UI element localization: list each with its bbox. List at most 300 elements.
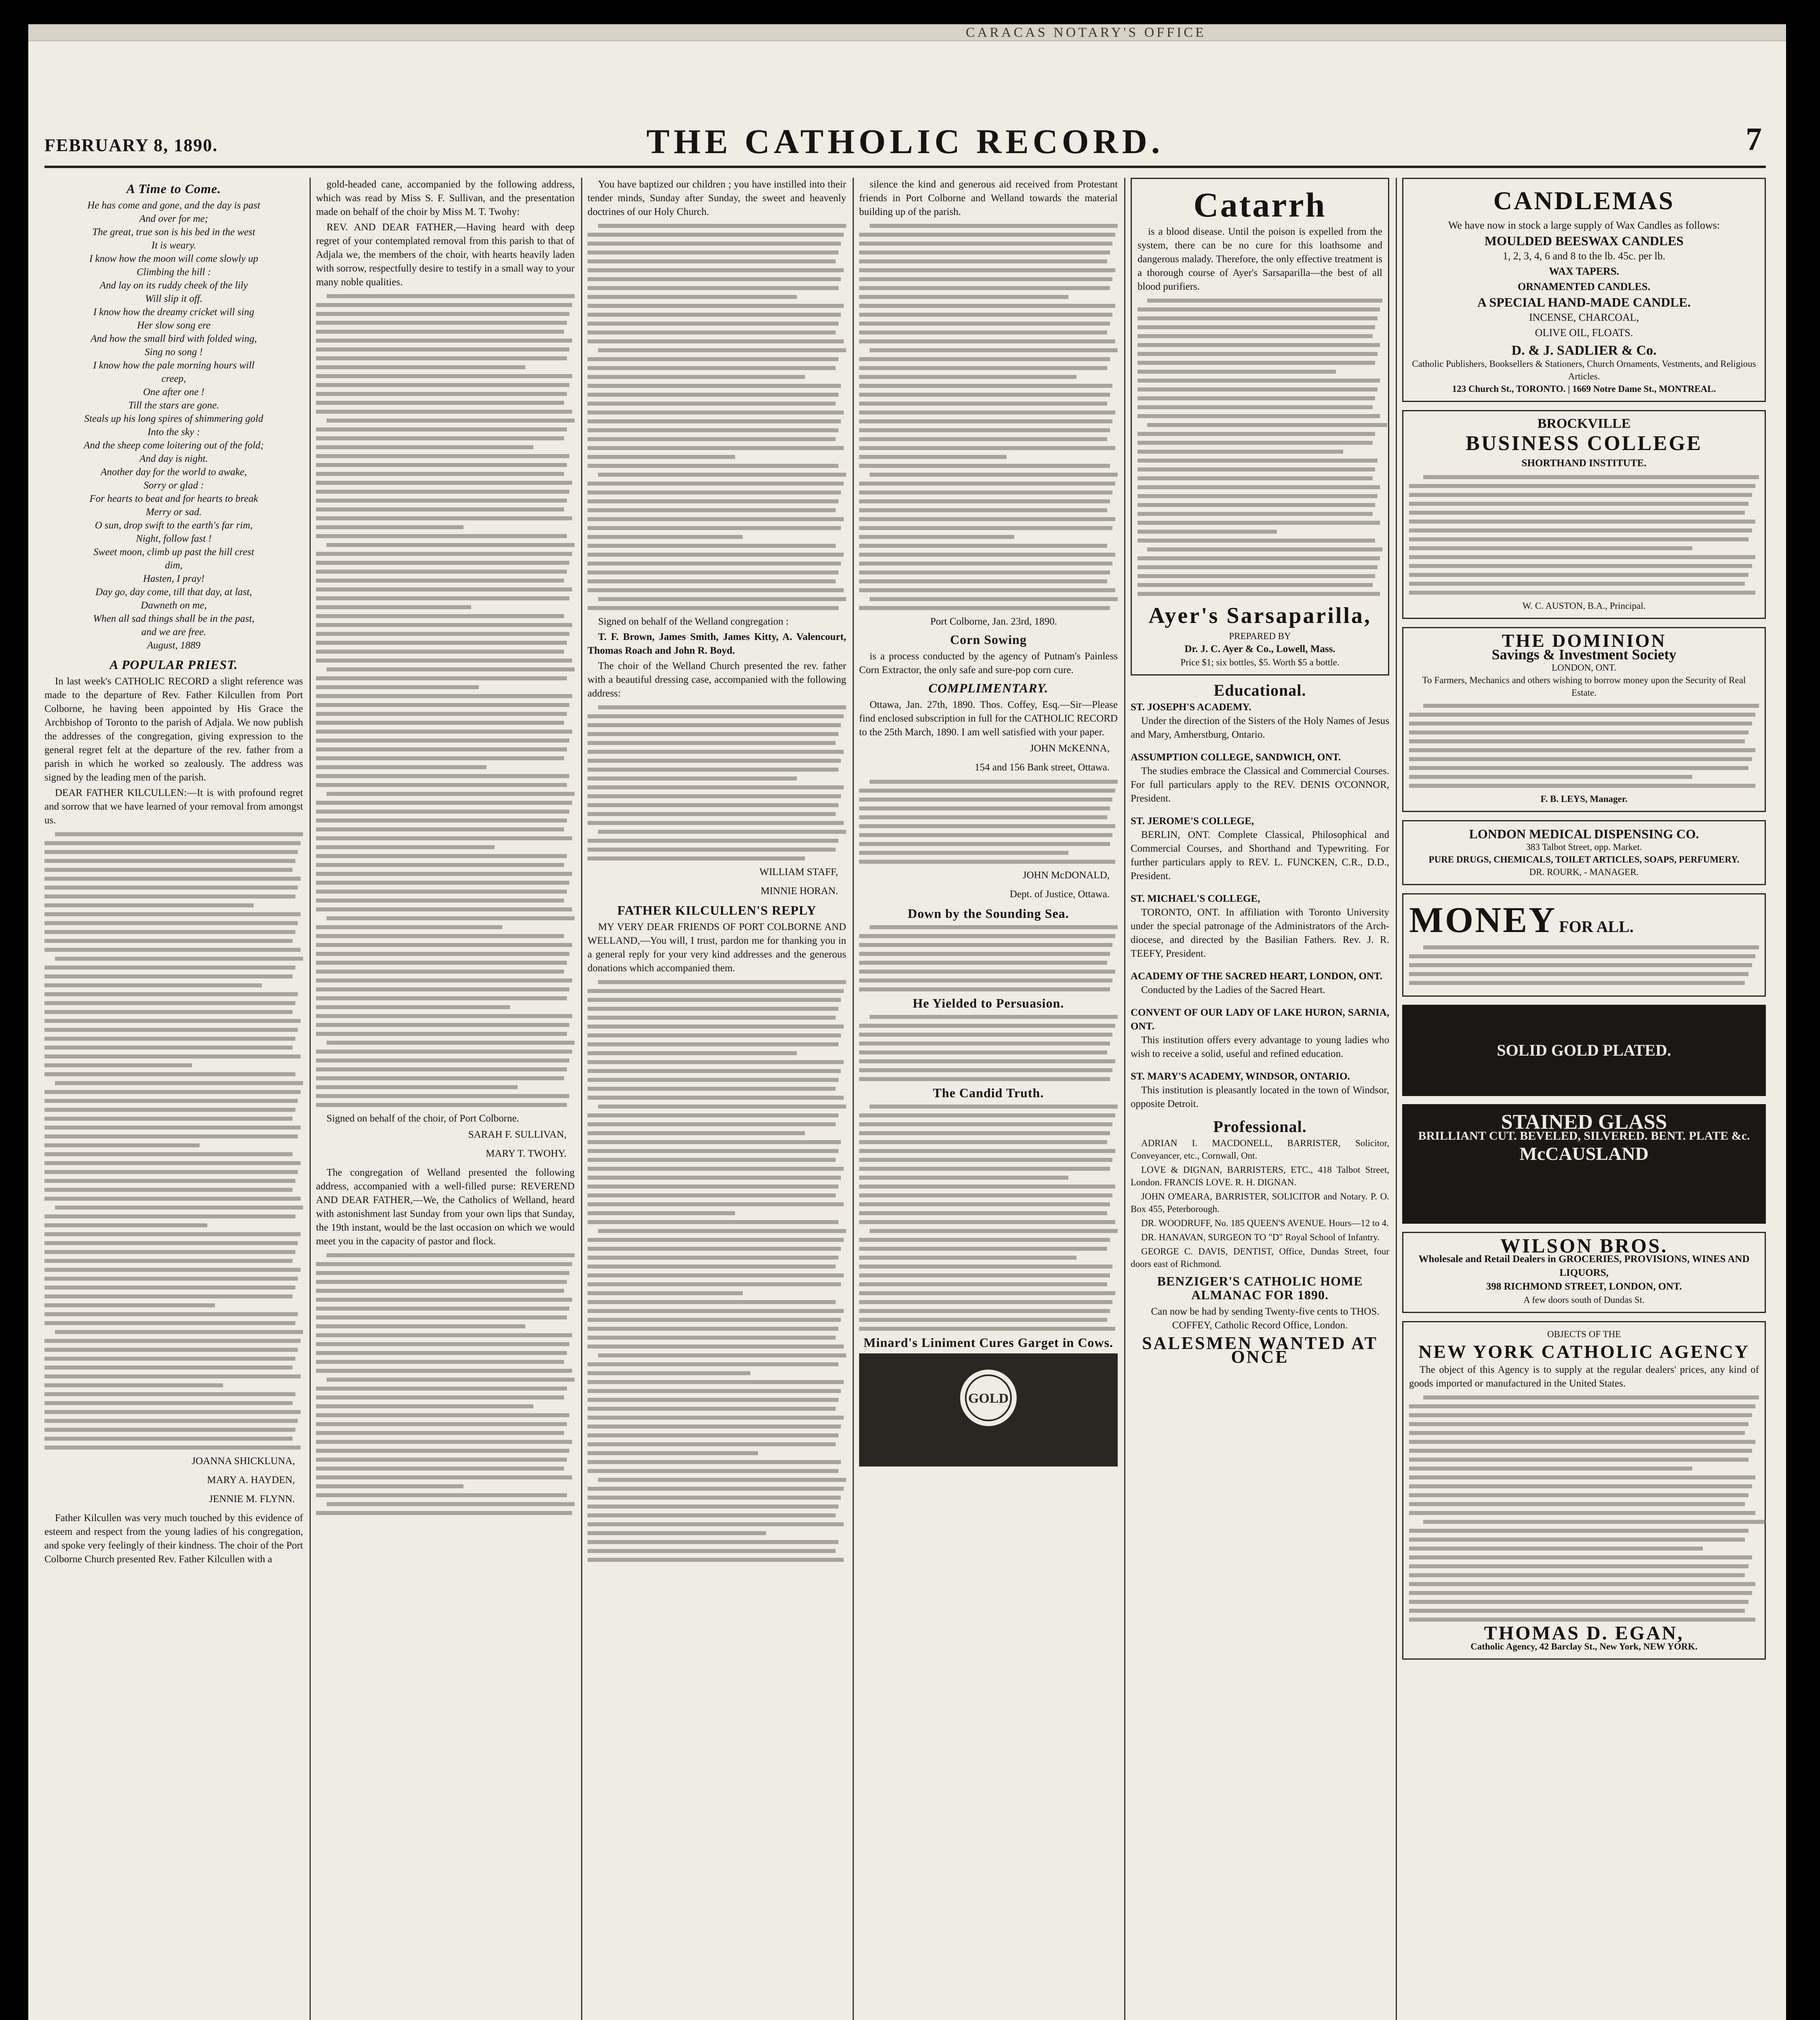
- greeked-line: [316, 685, 479, 689]
- greeked-line: [44, 859, 295, 863]
- greeked-line: [1423, 475, 1759, 479]
- greeked-line: [44, 1286, 295, 1290]
- greeked-line: [316, 907, 572, 911]
- poem-line: And how the small bird with folded wing,: [91, 333, 257, 344]
- medical-text: PURE DRUGS, CHEMICALS, TOILET ARTICLES, SOAPS, PERFUMERY.: [1428, 854, 1740, 865]
- greeked-line: [316, 1023, 569, 1027]
- poem-line: It is weary.: [151, 240, 196, 251]
- greeked-line: [1138, 361, 1375, 365]
- greeked-line: [316, 392, 567, 396]
- greeked-line: [859, 295, 1068, 299]
- greeked-line: [44, 1134, 298, 1138]
- greeked-line: [316, 783, 567, 787]
- greeked-line: [44, 1072, 295, 1076]
- greeked-line: [588, 330, 836, 335]
- greeked-line: [588, 989, 844, 993]
- greeked-line: [1409, 1502, 1745, 1506]
- greeked-line: [316, 1360, 564, 1364]
- poem-line: Sing no song !: [145, 347, 203, 358]
- greeked-line: [327, 792, 575, 796]
- greeked-line: [1409, 1618, 1755, 1622]
- greeked-line: [44, 1401, 293, 1405]
- masthead: [44, 121, 1766, 168]
- greeked-line: [1138, 379, 1380, 383]
- greeked-line: [316, 570, 567, 574]
- greeked-line: [44, 1232, 301, 1236]
- greeked-line: [316, 872, 572, 876]
- greeked-line: [316, 321, 567, 325]
- greeked-line: [327, 1378, 575, 1382]
- choir-signer-1: SARAH F. SULLIVAN,: [468, 1129, 567, 1140]
- greeked-line: [588, 562, 841, 566]
- greeked-line: [316, 454, 569, 458]
- greeked-line: [44, 1108, 295, 1112]
- candle-line: We have now in stock a large supply of Wax Candles as follows:: [1448, 219, 1720, 231]
- greeked-line: [316, 534, 567, 538]
- greeked-line: [588, 393, 838, 397]
- sadlier-address: 123 Church St., TORONTO. | 1669 Notre Dame St., MONTREAL.: [1452, 384, 1716, 394]
- welland-address-body: [316, 1253, 575, 1515]
- greeked-line: [316, 1298, 572, 1302]
- greeked-line: [1147, 299, 1382, 303]
- greeked-line: [44, 1037, 295, 1041]
- greeked-line: [327, 916, 575, 920]
- greeked-line: [44, 948, 301, 952]
- greeked-line: [316, 1280, 567, 1284]
- welland-continued-body: [588, 224, 846, 610]
- greeked-line: [859, 1318, 1107, 1322]
- greeked-line: [44, 1374, 301, 1378]
- greeked-line: [588, 1362, 838, 1366]
- greeked-line: [316, 516, 572, 520]
- column-rule: [310, 178, 311, 2020]
- greeked-line: [588, 1113, 838, 1117]
- greeked-line: [859, 1300, 1112, 1304]
- greeked-line: [316, 810, 569, 814]
- greeked-line: [859, 961, 1107, 965]
- greeked-line: [588, 464, 838, 468]
- greeked-line: [44, 1054, 301, 1058]
- greeked-line: [44, 1152, 293, 1156]
- greeked-line: [588, 588, 844, 592]
- greeked-line: [588, 1256, 838, 1260]
- greeked-line: [588, 1380, 844, 1384]
- greeked-line: [316, 1076, 564, 1080]
- choir-signed: Signed on behalf of the choir, of Port Colborne.: [327, 1113, 519, 1124]
- poem-line: Night, follow fast !: [136, 533, 212, 544]
- greeked-line: [1138, 494, 1378, 498]
- candle-line: INCENSE, CHARCOAL,: [1529, 311, 1639, 323]
- greeked-line: [598, 705, 846, 709]
- greeked-line: [1409, 520, 1755, 524]
- article-title: A POPULAR PRIEST.: [110, 657, 238, 672]
- greeked-line: [588, 535, 743, 539]
- greeked-line: [44, 850, 298, 854]
- greeked-line: [859, 588, 1115, 592]
- greeked-line: [44, 1214, 295, 1218]
- signer-1: JOANNA SHICKLUNA,: [192, 1456, 295, 1467]
- column-6: [1402, 178, 1766, 2020]
- column-4: [859, 178, 1118, 2020]
- poem-line: Hasten, I pray!: [143, 573, 205, 584]
- greeked-line: [316, 1271, 569, 1275]
- greeked-line: [316, 650, 564, 654]
- greeked-line: [588, 233, 844, 237]
- greeked-line: [588, 1016, 836, 1020]
- newspaper-page: [28, 24, 1786, 2020]
- greeked-line: [588, 1247, 841, 1251]
- school-listing: [1131, 970, 1389, 997]
- greeked-line: [1138, 370, 1336, 374]
- greeked-line: [1138, 476, 1373, 480]
- greeked-line: [316, 845, 495, 849]
- greeked-line: [1138, 467, 1375, 471]
- poem-line: I know how the pale morning hours will: [93, 360, 255, 371]
- greeked-line: [44, 1392, 295, 1396]
- greeked-line: [1138, 530, 1277, 534]
- greeked-line: [588, 1345, 844, 1349]
- professional-title: Professional.: [1213, 1117, 1307, 1136]
- greeked-line: [859, 1167, 1110, 1171]
- greeked-line: [588, 1433, 838, 1437]
- greeked-line: [859, 233, 1115, 237]
- sadlier-text: Catholic Publishers, Booksellers & Stationers, Church Ornaments, Vestments, and Religious Articles.: [1412, 359, 1756, 381]
- medical-address: 383 Talbot Street, opp. Market.: [1526, 842, 1642, 852]
- greeked-line: [316, 1387, 567, 1391]
- wilson-text: Wholesale and Retail Dealers in GROCERIES, PROVISIONS, WINES AND LIQUORS,: [1418, 1254, 1750, 1278]
- greeked-line: [588, 776, 797, 781]
- school-listing: [1131, 701, 1389, 742]
- greeked-line: [588, 606, 838, 610]
- greeked-line: [316, 303, 572, 307]
- welland-address: The congregation of Welland presented the following address, accompanied with a well-filled purse: REVEREND AND DEAR FATHER,—We, the Catholics of Welland, heard with astonishment last Sunday from your own lips that Sunday, the 19th instant, would be the last occasion on which we would meet you in the capacity of pastor and flock.: [316, 1167, 575, 1247]
- greeked-line: [859, 446, 1115, 450]
- school-text: The studies embrace the Classical and Commercial Courses. For full particulars apply to the REV. DENIS O'CONNOR, President.: [1131, 766, 1389, 804]
- greeked-line: [588, 339, 844, 343]
- greeked-line: [1409, 493, 1752, 497]
- greeked-line: [588, 1158, 836, 1162]
- greeked-line: [1138, 396, 1375, 400]
- corn-sowing-text: is a process conducted by the agency of Putnam's Painless Corn Extractor, the only safe and sure-pop corn cure.: [859, 651, 1118, 675]
- greeked-line: [316, 694, 572, 698]
- greeked-line: [1147, 547, 1382, 551]
- greeked-line: [316, 1058, 569, 1063]
- greeked-line: [859, 339, 1115, 343]
- greeked-line: [859, 1158, 1112, 1162]
- greeked-line: [44, 841, 301, 845]
- greeked-line: [316, 854, 567, 858]
- greeked-line: [316, 1014, 572, 1018]
- greeked-line: [598, 1229, 846, 1233]
- ayer-maker: Dr. J. C. Ayer & Co., Lowell, Mass.: [1184, 644, 1336, 654]
- money-title: MONEY: [1409, 900, 1557, 940]
- greeked-line: [44, 1019, 301, 1023]
- greeked-line: [316, 890, 567, 894]
- poem-line: Steals up his long spires of shimmering gold: [84, 413, 263, 424]
- greeked-line: [44, 1303, 215, 1307]
- greeked-line: [316, 703, 569, 707]
- school-listing: [1131, 1006, 1389, 1061]
- greeked-line: [859, 943, 1112, 947]
- greeked-line: [44, 1339, 301, 1343]
- minard-caption: Minard's Liniment Cures Garget in Cows.: [864, 1335, 1113, 1350]
- greeked-line: [44, 1046, 293, 1050]
- greeked-line: [55, 957, 303, 961]
- choir-signer-2: MARY T. TWOHY.: [485, 1148, 567, 1159]
- greeked-line: [859, 322, 1110, 326]
- greeked-line: [1409, 484, 1755, 488]
- greeked-line: [859, 268, 1115, 272]
- greeked-line: [588, 1469, 838, 1473]
- greeked-line: [1138, 450, 1343, 454]
- greeked-line: [44, 1063, 192, 1067]
- greeked-line: [859, 277, 1112, 281]
- schools-list: [1131, 701, 1389, 1111]
- egan-name: THOMAS D. EGAN,: [1484, 1622, 1684, 1644]
- greeked-line: [316, 970, 564, 974]
- catarrh-ad: [1131, 178, 1389, 675]
- poem-title: A Time to Come.: [126, 181, 221, 196]
- greeked-line: [588, 1451, 758, 1455]
- greeked-line: [588, 295, 797, 299]
- business-college: BUSINESS COLLEGE: [1466, 432, 1702, 455]
- greeked-line: [859, 393, 1110, 397]
- greeked-line: [316, 1005, 510, 1009]
- greeked-line: [588, 1220, 838, 1224]
- greeked-line: [1409, 1440, 1755, 1444]
- greeked-line: [44, 1410, 301, 1414]
- greeked-line: [588, 1096, 844, 1100]
- greeked-line: [316, 632, 569, 636]
- greeked-line: [588, 1131, 805, 1135]
- greeked-line: [859, 1024, 1115, 1028]
- greeked-line: [44, 1197, 301, 1201]
- agency-objects: OBJECTS OF THE: [1547, 1329, 1621, 1339]
- greeked-line: [316, 676, 567, 680]
- poem: [44, 199, 303, 652]
- brockville-body: [1409, 475, 1759, 595]
- greeked-line: [588, 1389, 841, 1393]
- greeked-line: [316, 1324, 525, 1328]
- agency-text: The object of this Agency is to supply at the regular dealers' prices, any kind of goods imported or manufactured in the United States.: [1409, 1364, 1759, 1389]
- greeked-line: [316, 1493, 567, 1497]
- professional-card: DR. WOODRUFF, No. 185 QUEEN'S AVENUE. Hours—12 to 4.: [1141, 1218, 1389, 1228]
- greeked-line: [1409, 1564, 1748, 1568]
- greeked-line: [588, 1042, 838, 1046]
- greeked-line: [859, 357, 1110, 361]
- candle-line: WAX TAPERS.: [1549, 265, 1619, 277]
- greeked-line: [859, 419, 1112, 423]
- greeked-line: [859, 1211, 1107, 1215]
- greeked-line: [859, 987, 1110, 991]
- greeked-line: [1138, 485, 1380, 489]
- column-rule: [581, 178, 582, 2020]
- welland-signers: T. F. Brown, James Smith, James Kitty, A. Valencourt, Thomas Roach and John R. Boyd.: [588, 631, 846, 656]
- greeked-line: [588, 1513, 836, 1517]
- greeked-line: [1138, 556, 1380, 560]
- greeked-line: [588, 1051, 797, 1055]
- agency-ad: [1402, 1321, 1766, 1660]
- yielded-body: [859, 1015, 1118, 1081]
- greeked-line: [588, 357, 838, 361]
- greeked-line: [859, 606, 1110, 610]
- greeked-line: [588, 490, 841, 494]
- greeked-line: [1138, 325, 1375, 329]
- greeked-line: [1409, 954, 1755, 958]
- greeked-line: [1409, 582, 1745, 586]
- greeked-line: [588, 741, 836, 745]
- greeked-line: [859, 366, 1107, 370]
- greeked-line: [859, 304, 1115, 308]
- greeked-line: [859, 455, 1007, 459]
- school-name: ACADEMY OF THE SACRED HEART, LONDON, ONT.: [1131, 971, 1383, 982]
- greeked-line: [1409, 1609, 1745, 1613]
- greeked-line: [859, 259, 1107, 263]
- greeked-line: [588, 1122, 836, 1126]
- greeked-line: [1147, 423, 1387, 427]
- stained-glass-maker: McCAUSLAND: [1519, 1143, 1649, 1164]
- greeked-line: [859, 490, 1112, 494]
- greeked-line: [316, 1032, 567, 1036]
- greeked-line: [859, 1176, 1068, 1180]
- greeked-line: [44, 966, 295, 970]
- welland-choir-signer-2: MINNIE HORAN.: [760, 886, 838, 896]
- greeked-line: [588, 759, 841, 763]
- greeked-line: [316, 383, 569, 387]
- greeked-line: [859, 789, 1115, 793]
- greeked-line: [1409, 722, 1752, 726]
- medical-manager: DR. ROURK, - MANAGER.: [1529, 867, 1639, 877]
- greeked-line: [316, 1369, 572, 1373]
- greeked-line: [588, 839, 838, 843]
- address-opening: DEAR FATHER KILCULLEN:—It is with profound regret and sorrow that we have learned of your removal from amongst us.: [44, 787, 303, 826]
- greeked-line: [316, 1431, 564, 1435]
- greeked-line: [859, 860, 1115, 864]
- greeked-line: [598, 597, 846, 601]
- gold-coin-icon: [956, 1366, 1021, 1430]
- greeked-line: [870, 925, 1118, 929]
- greeked-line: [316, 1342, 569, 1346]
- greeked-line: [588, 455, 735, 459]
- money-subtitle: FOR ALL.: [1559, 917, 1634, 936]
- greeked-line: [859, 934, 1115, 938]
- greeked-line: [1409, 502, 1748, 506]
- greeked-line: [598, 348, 846, 352]
- reply-continued: silence the kind and generous aid received from Protestant friends in Port Colborne and Welland towards the material building up of the parish.: [859, 179, 1118, 217]
- greeked-line: [1409, 537, 1748, 541]
- greeked-line: [327, 1253, 575, 1257]
- candlemas-ad: [1402, 178, 1766, 402]
- reply-title: FATHER KILCULLEN'S REPLY: [617, 903, 817, 917]
- greeked-line: [870, 348, 1118, 352]
- greeked-line: [859, 1202, 1110, 1206]
- greeked-line: [316, 898, 564, 903]
- greeked-line: [1409, 739, 1745, 743]
- greeked-line: [1409, 1431, 1745, 1435]
- greeked-line: [1409, 511, 1745, 515]
- candle-list: [1409, 219, 1759, 340]
- greeked-line: [588, 517, 844, 521]
- greeked-line: [598, 224, 846, 228]
- greeked-line: [588, 1185, 838, 1189]
- welland-continued: You have baptized our children ; you have instilled into their tender minds, Sunday after Sunday, the sweet and heavenly doctrines of our Holy Church.: [588, 179, 846, 217]
- greeked-line: [44, 894, 295, 898]
- article-body: [44, 832, 303, 1450]
- greeked-line: [588, 1140, 841, 1144]
- greeked-line: [859, 1131, 1110, 1135]
- greeked-line: [588, 1078, 838, 1082]
- greeked-line: [44, 1437, 293, 1441]
- greeked-line: [1409, 1573, 1745, 1577]
- greeked-line: [588, 1522, 844, 1526]
- greeked-line: [870, 1015, 1118, 1019]
- greeked-line: [316, 925, 502, 929]
- sea-title: Down by the Sounding Sea.: [908, 906, 1069, 921]
- greeked-line: [316, 1475, 572, 1479]
- poem-line: And over for me;: [139, 213, 209, 224]
- greeked-line: [55, 832, 303, 836]
- greeked-line: [1138, 316, 1378, 320]
- greeked-line: [1409, 1484, 1752, 1488]
- greeked-line: [327, 1041, 575, 1045]
- greeked-line: [1409, 1600, 1748, 1604]
- greeked-line: [588, 1327, 838, 1331]
- greeked-line: [316, 445, 533, 449]
- poem-line: August, 1889: [147, 640, 200, 651]
- school-listing: [1131, 751, 1389, 806]
- column-rule: [1396, 178, 1397, 2020]
- greeked-line: [588, 1238, 844, 1242]
- greeked-line: [859, 1033, 1112, 1037]
- greeked-line: [588, 544, 836, 548]
- svg-text:GOLD: GOLD: [968, 1391, 1009, 1406]
- greeked-line: [1409, 1413, 1752, 1417]
- greeked-line: [316, 1511, 572, 1515]
- catarrh-title: Catarrh: [1193, 185, 1327, 224]
- greeked-line: [1138, 352, 1378, 356]
- greeked-line: [44, 1428, 295, 1432]
- greeked-line: [55, 1081, 303, 1085]
- candid-title: The Candid Truth.: [933, 1086, 1044, 1100]
- greeked-line: [316, 827, 564, 831]
- greeked-line: [1138, 441, 1373, 445]
- school-name: CONVENT OF OUR LADY OF LAKE HURON, SARNIA, ONT.: [1131, 1007, 1389, 1032]
- greeked-line: [44, 912, 301, 916]
- greeked-line: [588, 1549, 836, 1553]
- greeked-line: [859, 464, 1110, 468]
- salesmen-ad: SALESMEN WANTED AT ONCE: [1142, 1333, 1378, 1367]
- greeked-line: [316, 721, 564, 725]
- greeked-line: [44, 1294, 293, 1298]
- greeked-line: [588, 812, 836, 816]
- greeked-line: [316, 987, 569, 991]
- poem-line: creep,: [161, 373, 186, 384]
- egan-address: Catholic Agency, 42 Barclay St., New York, NEW YORK.: [1470, 1641, 1698, 1652]
- greeked-line: [588, 250, 838, 255]
- greeked-line: [859, 535, 1014, 539]
- signer-3: JENNIE M. FLYNN.: [209, 1494, 295, 1504]
- greeked-line: [327, 667, 575, 671]
- greeked-line: [44, 1161, 301, 1165]
- greeked-line: [316, 472, 564, 476]
- greeked-line: [588, 1033, 841, 1037]
- greeked-line: [316, 410, 572, 414]
- greeked-line: [44, 974, 293, 978]
- greeked-line: [316, 1315, 567, 1319]
- greeked-line: [859, 1042, 1110, 1046]
- greeked-line: [316, 774, 569, 778]
- brockville-ad: [1402, 410, 1766, 619]
